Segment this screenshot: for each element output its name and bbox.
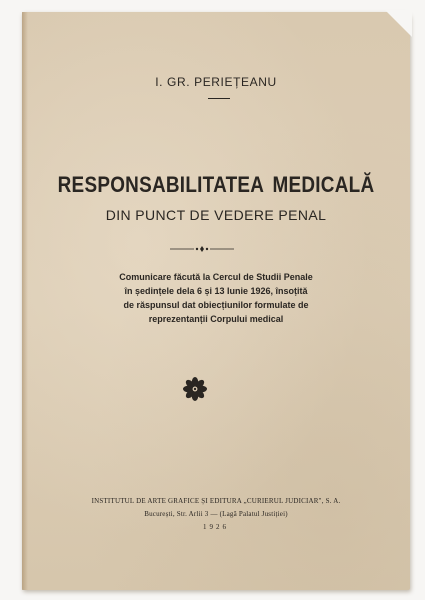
description-line: reprezentanții Corpului medical [148,314,284,324]
description-line: în ședințele dela 6 și 13 Iunie 1926, însoțită [124,286,308,296]
book-subtitle: DIN PUNCT DE VEDERE PENAL [105,207,327,223]
description-line: Comunicare făcută la Cercul de Studii Penale [119,272,313,282]
rule-ornament-icon [170,244,234,254]
publisher-name: INSTITUTUL DE ARTE GRAFICE ȘI EDITURA „CURIERUL JUDICIAR", S. A. [91,497,341,505]
publication-year: 1926 [203,523,229,531]
publisher-address: București, Str. Arlii 3 — (Lagă Palatul Justiției) [144,510,288,518]
description-block [62,270,370,326]
author-name: I. GR. PERIEȚEANU [155,75,277,89]
book-cover [22,12,410,590]
description-line: de răspunsul dat obiecțiunilor formulate de [123,300,309,310]
book-title: RESPONSABILITATEA MEDICALĂ [57,172,375,197]
author-underline [208,98,230,99]
publisher-block [52,495,380,534]
flower-ornament-icon [182,376,208,402]
